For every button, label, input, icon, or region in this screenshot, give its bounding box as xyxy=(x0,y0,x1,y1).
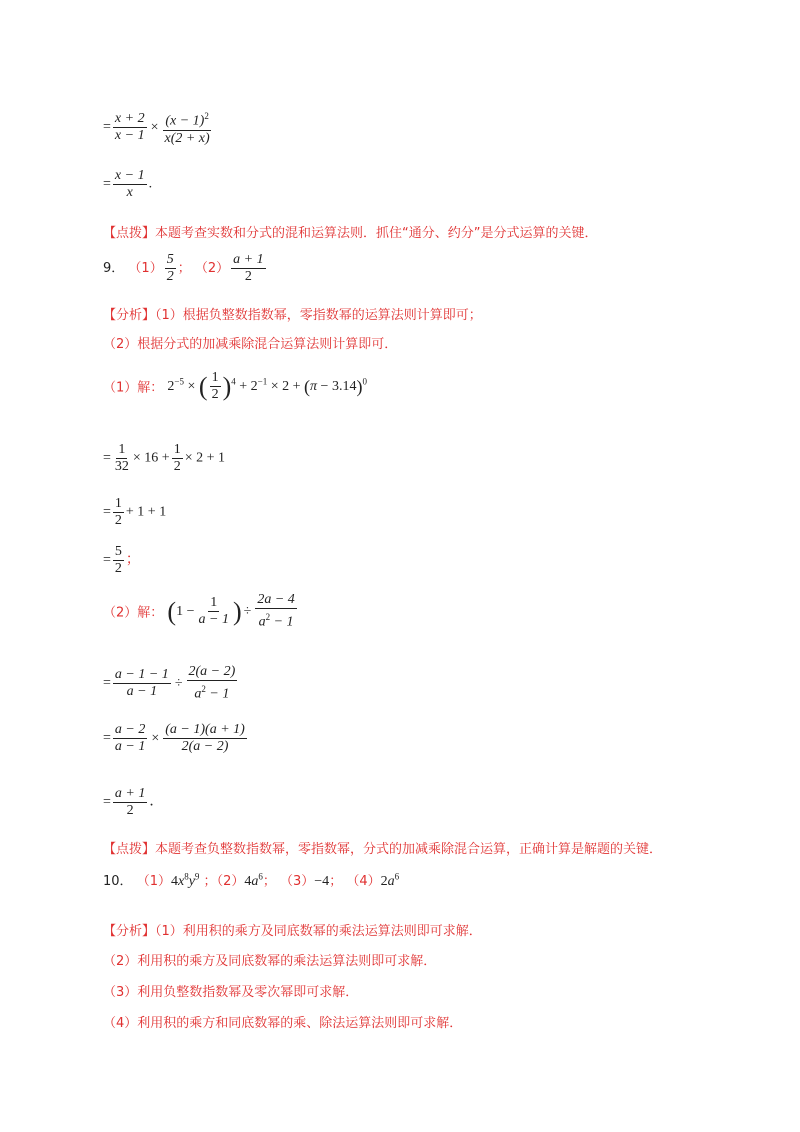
question-number: 9． xyxy=(103,261,125,276)
note-text: 本题考查负整数指数幂，零指数幂，分式的加减乘除混合运算，正确计算是解题的关键． xyxy=(155,842,663,857)
q9-solution-2: （2）解： (1 − $\frac{1}{a - 1}$ ) ÷ $\frac{2a - 4}{a^2 - 1}$ xyxy=(103,592,295,630)
q10-analysis-4: （4）利用积的乘方和同底数幂的乘、除法运算法则即可求解． xyxy=(103,1016,463,1031)
q9-sol1-step-2: = $\frac{1}{2}$ + 1 + 1 xyxy=(103,496,167,528)
q9-sol1-step-1: = $\frac{1}{32}$ × 16 + $\frac{1}{2}$ × 2 + 1 xyxy=(103,442,225,474)
q9-sol2-step-1: = $\frac{a - 1 - 1}{a - 1}$ ÷ $\frac{2(a - 2)}{a^2 - 1}$ xyxy=(103,664,236,702)
note-text: 本题考查实数和分式的混和运算法则．抓住“通分、约分”是分式运算的关键． xyxy=(155,226,598,241)
q8-note xyxy=(103,222,598,241)
q9-note xyxy=(103,838,662,857)
q9-analysis-2: （2）根据分式的加减乘除混合运算法则计算即可． xyxy=(103,337,398,352)
q9-answer: 9． （1） $\frac{5}{2}$ ； （2） $\frac{a + 1}{2}$ xyxy=(103,252,264,284)
q10-analysis-2: （2）利用积的乘方及同底数幂的乘法运算法则即可求解． xyxy=(103,954,437,969)
question-number: 10． xyxy=(103,874,133,889)
analysis-tag: 【分析】 xyxy=(103,308,156,323)
q10-answer: 10． $(1)4x^8y^9$ ；$(2)4a^6$； （3）−4； $(4)2a^6$ xyxy=(103,871,400,889)
q9-sol2-step-3: = $\frac{a + 1}{2}$ ． xyxy=(103,786,164,818)
note-tag: 【点拨】 xyxy=(103,226,156,241)
q9-sol2-step-2: = $\frac{a - 2}{a - 1}$ × $\frac{(a - 1)(a + 1)}{2(a - 2)}$ xyxy=(103,722,245,754)
q9-sol1-step-3: = $\frac{5}{2}$ ； xyxy=(103,544,140,576)
q10-analysis-3: （3）利用负整数指数幂及零次幂即可求解． xyxy=(103,985,359,1000)
analysis-tag: 【分析】 xyxy=(103,924,156,939)
q9-solution-1: （1）解： $2^{-5}$ × ( $\frac{1}{2}$ )$^4 + 2^{-1} \times 2 + (\pi - 3.14)^0$ xyxy=(103,370,367,402)
q8-step-2: = $\frac{x - 1}{x}$ . xyxy=(103,168,153,200)
q10-analysis-1: 【分析】（1）利用积的乘方及同底数幂的乘法运算法则即可求解． xyxy=(103,924,482,939)
q9-analysis-1: 【分析】（1）根据负整数指数幂，零指数幂的运算法则计算即可； xyxy=(103,308,482,323)
note-tag: 【点拨】 xyxy=(103,842,156,857)
q8-step-1: = $\frac{x + 2}{x - 1}$ × $\frac{(x - 1)^2}{x(2 + x)}$ xyxy=(103,108,214,147)
